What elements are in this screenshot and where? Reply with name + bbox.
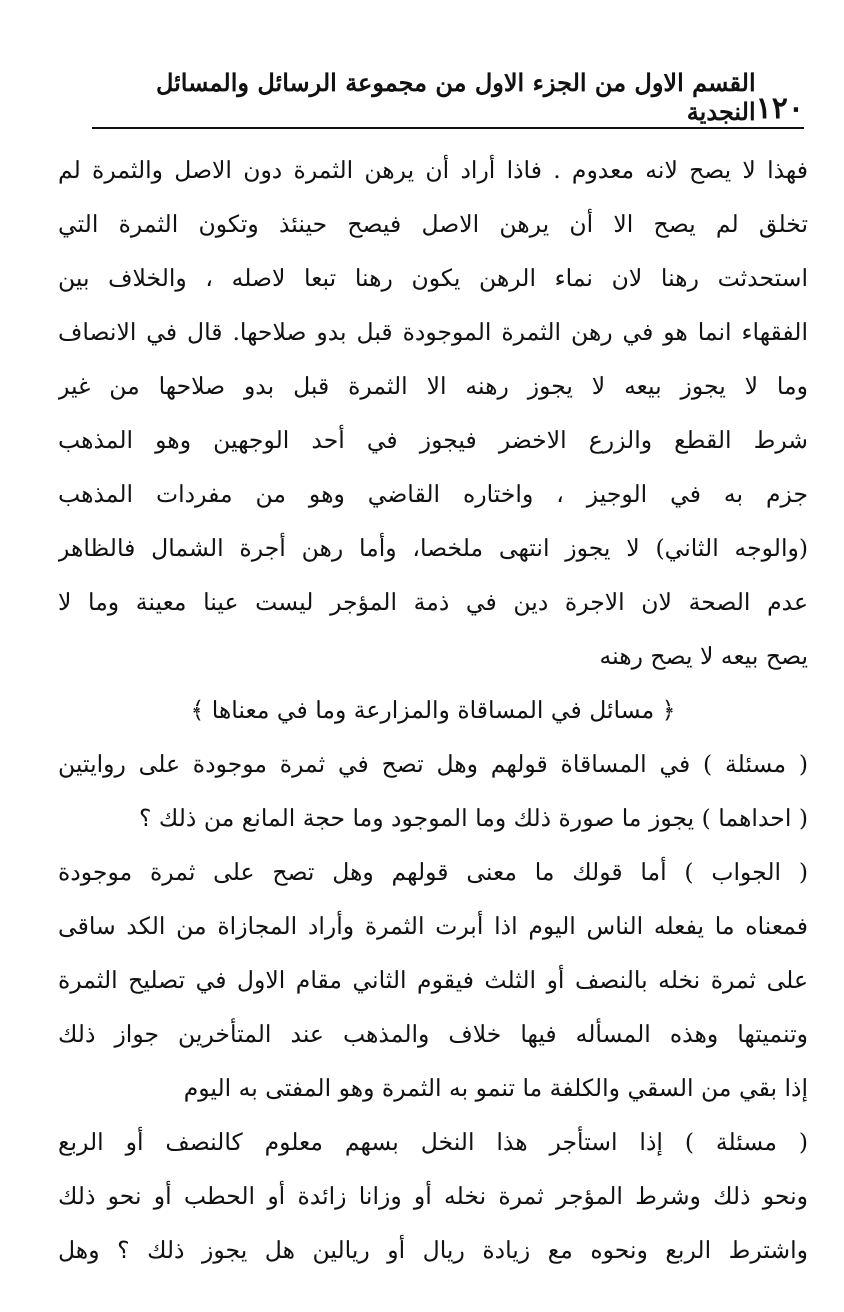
page-header <box>92 68 804 126</box>
page-number: ١٢٠ <box>755 91 804 126</box>
text-line: فمعناه ما يفعله الناس اليوم اذا أبرت الثمرة وأراد المجازاة من الكد ساقى <box>58 912 808 940</box>
text-line: جزم به في الوجيز ، واختاره القاضي وهو من مفردات المذهب <box>58 480 808 508</box>
body-text <box>58 143 808 1277</box>
section-heading: ﴿ مسائل في المساقاة والمزارعة وما في معناها ﴾ <box>190 696 676 724</box>
header-rule <box>92 127 804 129</box>
running-title: القسم الاول من الجزء الاول من مجموعة الرسائل والمسائل النجدية <box>155 68 756 126</box>
text-line: ( مسئلة ) إذا استأجر هذا النخل بسهم معلوم كالنصف أو الربع <box>58 1128 808 1156</box>
text-line: إذا بقي من السقي والكلفة ما تنمو به الثمرة وهو المفتى به اليوم <box>183 1074 808 1102</box>
text-line: شرط القطع والزرع الاخضر فيجوز في أحد الوجهين وهو المذهب <box>58 426 808 454</box>
text-line: ( احداهما ) يجوز ما صورة ذلك وما الموجود وما حجة المانع من ذلك ؟ <box>138 804 808 832</box>
text-line: ( مسئلة ) في المساقاة قولهم وهل تصح في ثمرة موجودة على روايتين <box>58 750 808 778</box>
text-line: (والوجه الثاني) لا يجوز انتهى ملخصا، وأما رهن أجرة الشمال فالظاهر <box>58 534 808 562</box>
text-line: استحدثت رهنا لان نماء الرهن يكون رهنا تبعا لاصله ، والخلاف بين <box>58 264 808 292</box>
text-line: ( الجواب ) أما قولك ما معنى قولهم وهل تصح على ثمرة موجودة <box>58 858 808 886</box>
text-line: فهذا لا يصح لانه معدوم . فاذا أراد أن يرهن الثمرة دون الاصل والثمرة لم <box>58 156 808 184</box>
text-line: وما لا يجوز بيعه لا يجوز رهنه الا الثمرة قبل بدو صلاحها من غير <box>58 372 808 400</box>
text-line: الفقهاء انما هو في رهن الثمرة الموجودة قبل بدو صلاحها. قال في الانصاف <box>58 318 808 346</box>
text-line: وتنميتها وهذه المسأله فيها خلاف والمذهب عند المتأخرين جواز ذلك <box>58 1020 808 1048</box>
text-line: على ثمرة نخله بالنصف أو الثلث فيقوم الثاني مقام الاول في تصليح الثمرة <box>58 966 808 994</box>
text-line: عدم الصحة لان الاجرة دين في ذمة المؤجر ليست عينا معينة وما لا <box>58 588 808 616</box>
text-line: يصح بيعه لا يصح رهنه <box>599 642 808 670</box>
text-line: واشترط الربع ونحوه مع زيادة ريال أو ريالين هل يجوز ذلك ؟ وهل <box>58 1236 808 1264</box>
text-line: تخلق لم يصح الا أن يرهن الاصل فيصح حينئذ وتكون الثمرة التي <box>58 210 808 238</box>
text-line: ونحو ذلك وشرط المؤجر ثمرة نخله أو وزانا زائدة أو الحطب أو نحو ذلك <box>58 1182 808 1210</box>
